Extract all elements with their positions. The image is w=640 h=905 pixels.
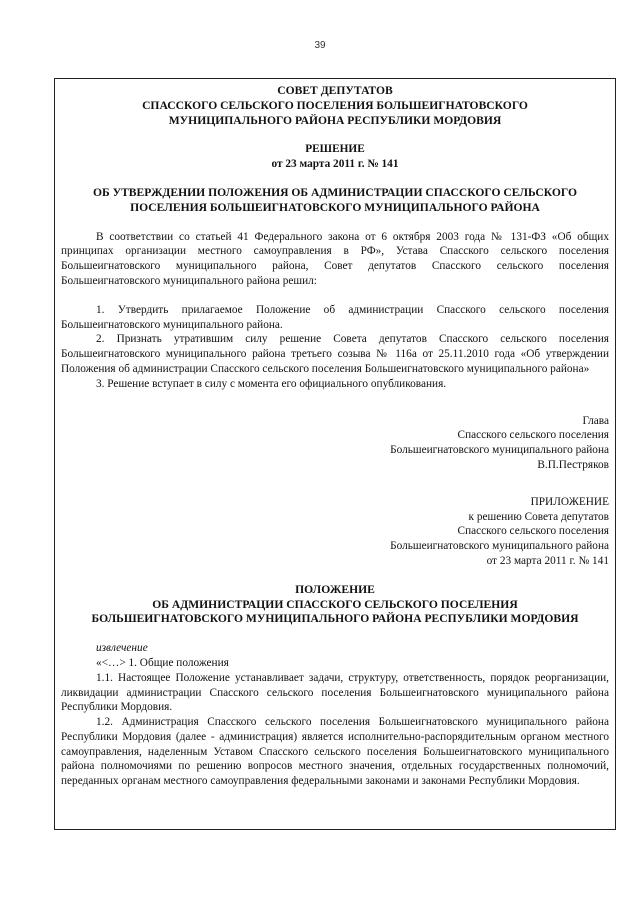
decision-date-number: от 23 марта 2011 г. № 141 (271, 158, 399, 171)
document-frame (54, 78, 616, 830)
appendix-heading: ПРИЛОЖЕНИЕ (530, 495, 609, 508)
section-heading: «<…> 1. Общие положения (96, 656, 229, 669)
item-1: 1. Утвердить прилагаемое Положение об администрации Спасского сельского поселения Большеигнатовского муниципального района. (61, 303, 609, 331)
page-number: 39 (314, 40, 326, 51)
signature-name: В.П.Пестряков (537, 458, 609, 471)
appendix-line-2: Спасского сельского поселения (457, 525, 609, 538)
council-district: МУНИЦИПАЛЬНОГО РАЙОНА РЕСПУБЛИКИ МОРДОВИЯ (168, 113, 502, 127)
signature-settlement: Спасского сельского поселения (457, 429, 609, 442)
signature-district: Большеигнатовского муниципального района (390, 444, 609, 457)
regulation-line-2: БОЛЬШЕИГНАТОВСКОГО МУНИЦИПАЛЬНОГО РАЙОНА РЕСПУБЛИКИ МОРДОВИЯ (91, 612, 579, 626)
decision-block (61, 142, 609, 172)
appendix-date-number: от 23 марта 2011 г. № 141 (486, 554, 609, 567)
council-header (61, 84, 609, 128)
extract-label: извлечение (96, 642, 148, 655)
clause-1-2: 1.2. Администрация Спасского сельского поселения Большеигнатовского муниципального района Республики Мордовия (далее - администрация) является исполнительно-распорядительным органом местного самоуправления, наделенным Уставом Спасского сельского поселения Большеигнатовского муниципального района полномочиями по решению вопросов местного значения, отдельных государственных полномочий, переданных органам местного самоуправления федеральными законами и законами Республики Мордовия. (61, 716, 609, 788)
item-3: 3. Решение вступает в силу с момента его официального опубликования. (96, 377, 447, 390)
appendix-line-3: Большеигнатовского муниципального района (390, 540, 609, 553)
clause-1-1: 1.1. Настоящее Положение устанавливает задачи, структуру, ответственность, порядок реорганизации, ликвидации администрации Спасского сельского поселения Большеигнатовского муниципального района Республики Мордовия. (61, 671, 609, 714)
subject-line-1: ОБ УТВЕРЖДЕНИИ ПОЛОЖЕНИЯ ОБ АДМИНИСТРАЦИИ СПАССКОГО СЕЛЬСКОГО (92, 185, 578, 199)
appendix-line-1: к решению Совета депутатов (468, 510, 609, 523)
signature-block (61, 414, 609, 473)
regulation-heading: ПОЛОЖЕНИЕ (295, 582, 375, 596)
subject-line-2: ПОСЕЛЕНИЯ БОЛЬШЕИГНАТОВСКОГО МУНИЦИПАЛЬНОГО РАЙОНА (130, 200, 540, 214)
regulation-title (61, 583, 609, 627)
decision-heading: РЕШЕНИЕ (305, 143, 365, 156)
signature-title: Глава (582, 414, 609, 427)
council-name: СОВЕТ ДЕПУТАТОВ (277, 84, 393, 97)
decision-subject (61, 186, 609, 216)
council-settlement: СПАССКОГО СЕЛЬСКОГО ПОСЕЛЕНИЯ БОЛЬШЕИГНАТОВСКОГО (142, 98, 528, 112)
appendix-block (61, 495, 609, 569)
preamble: В соответствии со статьей 41 Федерального закона от 6 октября 2003 года № 131-ФЗ «Об общих принципах организации местного самоуправления в РФ», Устава Спасского сельского поселения Большеигнатовского муниципального района, Совет депутатов Спасского сельского поселения Большеигнатовского муниципального района решил: (61, 230, 609, 287)
regulation-line-1: ОБ АДМИНИСТРАЦИИ СПАССКОГО СЕЛЬСКОГО ПОСЕЛЕНИЯ (152, 597, 518, 611)
item-2: 2. Признать утратившим силу решение Совета депутатов Спасского сельского поселения Большеигнатовского муниципального района третьего созыва № 116а от 25.11.2010 года «Об утверждении Положения об администрации Спасского сельского поселения Большеигнатовского муниципального района» (61, 333, 609, 375)
